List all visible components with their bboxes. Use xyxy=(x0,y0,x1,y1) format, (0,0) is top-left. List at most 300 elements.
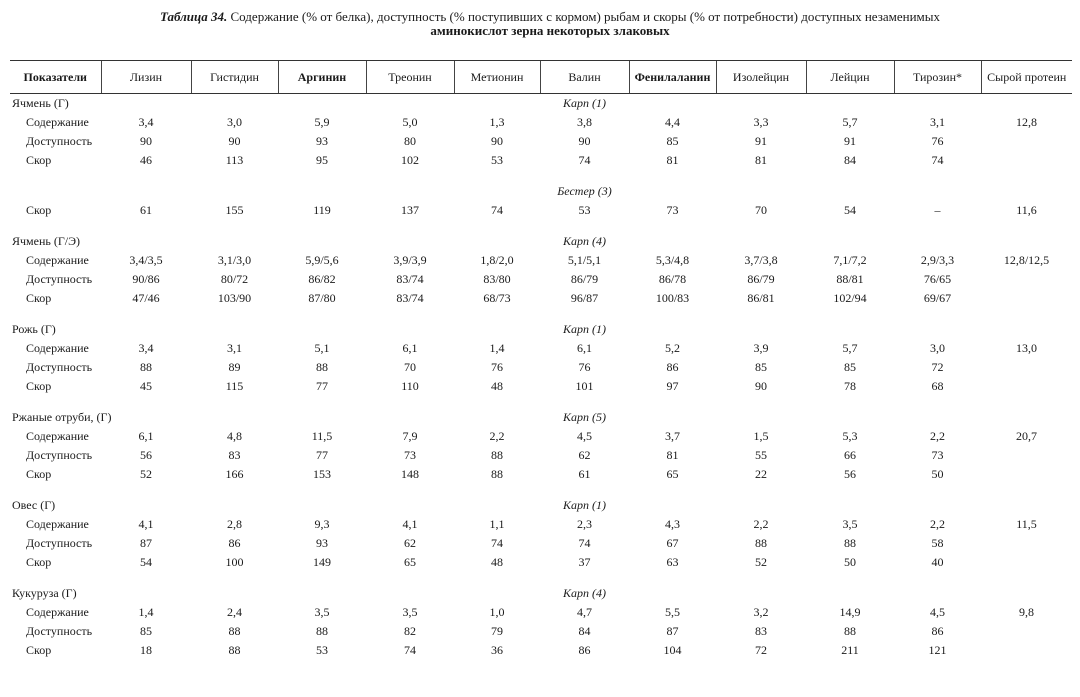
column-header: Метионин xyxy=(454,61,540,94)
value-cell: 115 xyxy=(225,379,244,393)
value-cell: 72 xyxy=(931,360,944,374)
value-cell: 3,8 xyxy=(577,115,592,129)
row-label: Скор xyxy=(26,203,52,217)
empty-cell xyxy=(366,584,454,603)
value-cell: 11,5 xyxy=(311,429,333,443)
value-cell: 74 xyxy=(491,203,503,217)
value-cell: 3,4/3,5 xyxy=(129,253,163,267)
value-cell: 73 xyxy=(666,203,679,217)
group-label: Рожь (Г) xyxy=(12,322,56,336)
value-cell: 2,2 xyxy=(930,517,945,531)
value-cell: 2,2 xyxy=(753,517,769,531)
empty-cell xyxy=(894,496,981,515)
protein-cell xyxy=(981,289,1072,308)
empty-cell xyxy=(981,320,1072,339)
value-cell: 7,1/7,2 xyxy=(833,253,867,267)
value-cell: 88 xyxy=(844,536,856,550)
protein-cell xyxy=(981,270,1072,289)
value-cell: 91 xyxy=(755,134,767,148)
table-row xyxy=(10,641,1072,660)
value-cell: 3,7/3,8 xyxy=(744,253,778,267)
value-cell: 54 xyxy=(140,555,152,569)
value-cell: 2,8 xyxy=(227,517,242,531)
value-cell: 67 xyxy=(666,536,679,550)
value-cell: 88 xyxy=(228,643,241,657)
value-cell: 4,3 xyxy=(665,517,680,531)
value-cell: 4,1 xyxy=(402,517,418,531)
value-cell: 1,5 xyxy=(753,429,769,443)
value-cell: 83 xyxy=(228,448,241,462)
group-row xyxy=(10,232,1072,251)
value-cell: 88 xyxy=(491,467,503,481)
empty-cell xyxy=(629,496,716,515)
value-cell: 86 xyxy=(666,360,679,374)
value-cell: 62 xyxy=(578,448,591,462)
protein-cell: 20,7 xyxy=(1016,429,1037,443)
value-cell: 6,1 xyxy=(577,341,592,355)
source-label: Карп (5) xyxy=(563,410,606,424)
value-cell: 4,8 xyxy=(227,429,242,443)
group-label: Ржаные отруби, (Г) xyxy=(12,410,112,424)
table-row xyxy=(10,113,1072,132)
value-cell: 6,1 xyxy=(402,341,418,355)
value-cell: 100 xyxy=(225,555,244,569)
value-cell: 5,7 xyxy=(842,341,858,355)
row-label: Скор xyxy=(26,379,52,393)
value-cell: 2,3 xyxy=(577,517,592,531)
value-cell: 5,3 xyxy=(842,429,858,443)
value-cell: 93 xyxy=(316,134,328,148)
row-label: Скор xyxy=(26,153,52,167)
value-cell: 1,0 xyxy=(489,605,505,619)
value-cell: 5,1 xyxy=(314,341,330,355)
value-cell: 45 xyxy=(140,379,152,393)
empty-cell xyxy=(278,408,366,427)
value-cell: 87/80 xyxy=(308,291,336,305)
value-cell: 56 xyxy=(844,467,856,481)
row-label: Содержание xyxy=(26,605,89,619)
value-cell: 3,1 xyxy=(227,341,242,355)
value-cell: 78 xyxy=(844,379,856,393)
row-label: Доступность xyxy=(26,448,93,462)
value-cell: 3,1 xyxy=(930,115,945,129)
protein-cell: 11,5 xyxy=(1016,517,1037,531)
empty-cell xyxy=(10,182,101,201)
column-header: Аргинин xyxy=(278,61,366,94)
source-label: Карп (1) xyxy=(563,96,606,110)
value-cell: 4,7 xyxy=(577,605,592,619)
value-cell: 77 xyxy=(316,379,328,393)
empty-cell xyxy=(366,182,454,201)
value-cell: 70 xyxy=(755,203,767,217)
value-cell: 76 xyxy=(578,360,591,374)
table-row xyxy=(10,132,1072,151)
protein-cell: 9,8 xyxy=(1019,605,1034,619)
value-cell: 3,5 xyxy=(842,517,858,531)
spacer-cell xyxy=(10,308,1072,320)
value-cell: 1,3 xyxy=(489,115,505,129)
column-header: Фенилаланин xyxy=(629,61,716,94)
value-cell: 3,3 xyxy=(753,115,769,129)
group-row xyxy=(10,584,1072,603)
value-cell: 96/87 xyxy=(570,291,599,305)
protein-cell xyxy=(981,465,1072,484)
value-cell: 3,0 xyxy=(930,341,945,355)
table-row xyxy=(10,603,1072,622)
group-row xyxy=(10,408,1072,427)
empty-cell xyxy=(278,232,366,251)
empty-cell xyxy=(454,232,540,251)
empty-cell xyxy=(716,94,806,114)
value-cell: 68/73 xyxy=(483,291,511,305)
empty-cell xyxy=(894,182,981,201)
value-cell: 86/81 xyxy=(747,291,775,305)
source-label: Бестер (3) xyxy=(557,184,612,198)
empty-cell xyxy=(894,408,981,427)
value-cell: 85 xyxy=(140,624,152,638)
value-cell: 40 xyxy=(931,555,944,569)
value-cell: 81 xyxy=(666,153,679,167)
empty-cell xyxy=(366,408,454,427)
value-cell: 52 xyxy=(755,555,767,569)
block-spacer xyxy=(10,220,1072,232)
table-row xyxy=(10,201,1072,220)
empty-cell xyxy=(629,320,716,339)
empty-cell xyxy=(981,408,1072,427)
empty-cell xyxy=(806,232,894,251)
row-label: Скор xyxy=(26,467,52,481)
empty-cell xyxy=(454,496,540,515)
value-cell: 93 xyxy=(316,536,328,550)
group-label: Ячмень (Г) xyxy=(12,96,69,110)
empty-cell xyxy=(101,94,191,114)
value-cell: 1,4 xyxy=(138,605,154,619)
block-spacer xyxy=(10,572,1072,584)
value-cell: 88 xyxy=(228,624,241,638)
value-cell: 4,5 xyxy=(577,429,592,443)
value-cell: 3,4 xyxy=(138,115,154,129)
empty-cell xyxy=(806,584,894,603)
value-cell: 1,8/2,0 xyxy=(480,253,514,267)
value-cell: 166 xyxy=(225,467,244,481)
spacer-cell xyxy=(10,220,1072,232)
empty-cell xyxy=(806,320,894,339)
table-caption xyxy=(60,10,1040,38)
value-cell: 86 xyxy=(578,643,591,657)
value-cell: 4,1 xyxy=(138,517,154,531)
value-cell: 3,7 xyxy=(665,429,680,443)
table-row xyxy=(10,515,1072,534)
row-label: Доступность xyxy=(26,624,93,638)
value-cell: 18 xyxy=(140,643,152,657)
value-cell: 63 xyxy=(666,555,679,569)
table-row xyxy=(10,339,1072,358)
table-body xyxy=(10,94,1072,661)
protein-cell xyxy=(981,446,1072,465)
value-cell: 90 xyxy=(578,134,591,148)
value-cell: 84 xyxy=(844,153,856,167)
value-cell: 53 xyxy=(316,643,328,657)
empty-cell xyxy=(806,182,894,201)
value-cell: 73 xyxy=(404,448,416,462)
empty-cell xyxy=(629,94,716,114)
empty-cell xyxy=(191,496,278,515)
value-cell: 76 xyxy=(491,360,503,374)
group-label: Кукуруза (Г) xyxy=(12,586,77,600)
table-number: Таблица 34. xyxy=(159,9,228,24)
value-cell: 5,3/4,8 xyxy=(655,253,690,267)
empty-cell xyxy=(366,320,454,339)
value-cell: 6,1 xyxy=(138,429,154,443)
value-cell: 84 xyxy=(578,624,591,638)
value-cell: 86/79 xyxy=(570,272,599,286)
value-cell: 86 xyxy=(228,536,241,550)
protein-cell xyxy=(981,641,1072,660)
empty-cell xyxy=(191,408,278,427)
empty-cell xyxy=(806,496,894,515)
empty-cell xyxy=(191,182,278,201)
empty-cell xyxy=(278,94,366,114)
value-cell: 55 xyxy=(755,448,767,462)
value-cell: 148 xyxy=(401,467,419,481)
spacer-cell xyxy=(10,170,1072,182)
empty-cell xyxy=(629,408,716,427)
empty-cell xyxy=(981,496,1072,515)
value-cell: 50 xyxy=(931,467,944,481)
value-cell: 211 xyxy=(841,643,859,657)
value-cell: 2,9/3,3 xyxy=(920,253,955,267)
value-cell: 5,2 xyxy=(665,341,680,355)
value-cell: 22 xyxy=(755,467,767,481)
protein-cell: 12,8 xyxy=(1016,115,1037,129)
value-cell: 4,4 xyxy=(665,115,680,129)
empty-cell xyxy=(981,94,1072,114)
column-header: Тирозин* xyxy=(894,61,981,94)
protein-cell xyxy=(981,358,1072,377)
value-cell: 65 xyxy=(404,555,416,569)
table-row xyxy=(10,446,1072,465)
table-row xyxy=(10,534,1072,553)
empty-cell xyxy=(278,584,366,603)
value-cell: 121 xyxy=(928,643,947,657)
protein-cell xyxy=(981,622,1072,641)
value-cell: 48 xyxy=(491,555,503,569)
value-cell: 65 xyxy=(666,467,679,481)
row-label: Скор xyxy=(26,555,52,569)
row-label: Доступность xyxy=(26,272,93,286)
value-cell: 86/78 xyxy=(658,272,687,286)
empty-cell xyxy=(278,320,366,339)
column-header: Показатели xyxy=(10,61,101,94)
source-label: Карп (4) xyxy=(563,234,606,248)
value-cell: 80 xyxy=(404,134,416,148)
value-cell: 82 xyxy=(404,624,416,638)
value-cell: 85 xyxy=(666,134,679,148)
empty-cell xyxy=(716,496,806,515)
empty-cell xyxy=(981,182,1072,201)
value-cell: 2,2 xyxy=(930,429,945,443)
amino-acid-table xyxy=(10,60,1072,660)
value-cell: 5,9 xyxy=(314,115,330,129)
column-header: Гистидин xyxy=(191,61,278,94)
column-header: Треонин xyxy=(366,61,454,94)
value-cell: 90/86 xyxy=(132,272,160,286)
empty-cell xyxy=(101,320,191,339)
value-cell: 62 xyxy=(404,536,416,550)
source-row xyxy=(10,182,1072,201)
empty-cell xyxy=(191,320,278,339)
value-cell: 5,1/5,1 xyxy=(567,253,602,267)
row-label: Скор xyxy=(26,291,52,305)
protein-cell xyxy=(981,132,1072,151)
protein-cell: 13,0 xyxy=(1016,341,1037,355)
value-cell: 110 xyxy=(401,379,419,393)
empty-cell xyxy=(894,320,981,339)
protein-cell xyxy=(981,553,1072,572)
value-cell: 76 xyxy=(931,134,944,148)
value-cell: 90 xyxy=(755,379,767,393)
empty-cell xyxy=(454,182,540,201)
column-header: Изолейцин xyxy=(716,61,806,94)
value-cell: 1,1 xyxy=(489,517,505,531)
table-row xyxy=(10,377,1072,396)
value-cell: 72 xyxy=(755,643,767,657)
value-cell: 61 xyxy=(578,467,591,481)
caption-line-2: аминокислот зерна некоторых злаковых xyxy=(430,23,670,38)
value-cell: 88 xyxy=(844,624,856,638)
source-label: Карп (1) xyxy=(563,322,606,336)
table-row xyxy=(10,465,1072,484)
row-label: Доступность xyxy=(26,360,93,374)
value-cell: 1,4 xyxy=(489,341,505,355)
value-cell: 5,9/5,6 xyxy=(305,253,339,267)
protein-cell xyxy=(981,151,1072,170)
empty-cell xyxy=(806,408,894,427)
empty-cell xyxy=(629,232,716,251)
value-cell: 9,3 xyxy=(314,517,330,531)
empty-cell xyxy=(101,232,191,251)
group-row xyxy=(10,496,1072,515)
value-cell: 37 xyxy=(578,555,591,569)
value-cell: 3,1/3,0 xyxy=(217,253,252,267)
empty-cell xyxy=(278,182,366,201)
value-cell: 89 xyxy=(228,360,241,374)
value-cell: 103/90 xyxy=(217,291,252,305)
value-cell: 4,5 xyxy=(930,605,945,619)
empty-cell xyxy=(366,496,454,515)
group-row xyxy=(10,94,1072,114)
value-cell: 5,5 xyxy=(665,605,680,619)
empty-cell xyxy=(454,408,540,427)
value-cell: 3,4 xyxy=(138,341,154,355)
value-cell: 104 xyxy=(663,643,682,657)
value-cell: 2,4 xyxy=(227,605,242,619)
table-row xyxy=(10,622,1072,641)
value-cell: 119 xyxy=(313,203,331,217)
value-cell: 88/81 xyxy=(836,272,864,286)
empty-cell xyxy=(454,94,540,114)
table-row xyxy=(10,251,1072,270)
spacer-cell xyxy=(10,572,1072,584)
value-cell: 155 xyxy=(225,203,244,217)
value-cell: 70 xyxy=(404,360,416,374)
value-cell: – xyxy=(934,203,941,217)
value-cell: 88 xyxy=(316,624,328,638)
value-cell: 7,9 xyxy=(402,429,418,443)
table-row xyxy=(10,151,1072,170)
value-cell: 79 xyxy=(491,624,503,638)
source-label: Карп (1) xyxy=(563,498,606,512)
empty-cell xyxy=(366,94,454,114)
value-cell: 87 xyxy=(140,536,152,550)
row-label: Содержание xyxy=(26,341,89,355)
value-cell: 88 xyxy=(316,360,328,374)
block-spacer xyxy=(10,484,1072,496)
protein-cell: 11,6 xyxy=(1016,203,1037,217)
row-label: Содержание xyxy=(26,429,89,443)
value-cell: 73 xyxy=(931,448,944,462)
value-cell: 74 xyxy=(404,643,416,657)
group-row xyxy=(10,320,1072,339)
value-cell: 76/65 xyxy=(923,272,952,286)
value-cell: 91 xyxy=(844,134,856,148)
value-cell: 95 xyxy=(316,153,328,167)
value-cell: 3,0 xyxy=(227,115,242,129)
empty-cell xyxy=(101,496,191,515)
table-row xyxy=(10,427,1072,446)
value-cell: 46 xyxy=(140,153,152,167)
value-cell: 90 xyxy=(491,134,503,148)
value-cell: 5,7 xyxy=(842,115,858,129)
empty-cell xyxy=(366,232,454,251)
column-header: Лейцин xyxy=(806,61,894,94)
empty-cell xyxy=(101,584,191,603)
value-cell: 86 xyxy=(931,624,944,638)
value-cell: 149 xyxy=(313,555,331,569)
empty-cell xyxy=(981,584,1072,603)
value-cell: 83/74 xyxy=(396,272,424,286)
empty-cell xyxy=(191,232,278,251)
value-cell: 36 xyxy=(491,643,503,657)
protein-cell: 12,8/12,5 xyxy=(1003,253,1050,267)
value-cell: 90 xyxy=(228,134,241,148)
value-cell: 88 xyxy=(491,448,503,462)
value-cell: 3,5 xyxy=(314,605,330,619)
group-label: Ячмень (Г/Э) xyxy=(12,234,81,248)
header-row xyxy=(10,61,1072,94)
value-cell: 86/82 xyxy=(308,272,336,286)
empty-cell xyxy=(191,94,278,114)
value-cell: 88 xyxy=(755,536,767,550)
value-cell: 83/80 xyxy=(483,272,511,286)
empty-cell xyxy=(894,232,981,251)
source-label: Карп (4) xyxy=(563,586,606,600)
row-label: Содержание xyxy=(26,517,89,531)
value-cell: 53 xyxy=(578,203,591,217)
empty-cell xyxy=(716,232,806,251)
value-cell: 85 xyxy=(844,360,856,374)
value-cell: 81 xyxy=(666,448,679,462)
protein-cell xyxy=(981,534,1072,553)
protein-cell xyxy=(981,377,1072,396)
value-cell: 53 xyxy=(491,153,503,167)
value-cell: 88 xyxy=(140,360,152,374)
empty-cell xyxy=(894,94,981,114)
empty-cell xyxy=(806,94,894,114)
value-cell: 102 xyxy=(401,153,419,167)
block-spacer xyxy=(10,308,1072,320)
row-label: Доступность xyxy=(26,536,93,550)
